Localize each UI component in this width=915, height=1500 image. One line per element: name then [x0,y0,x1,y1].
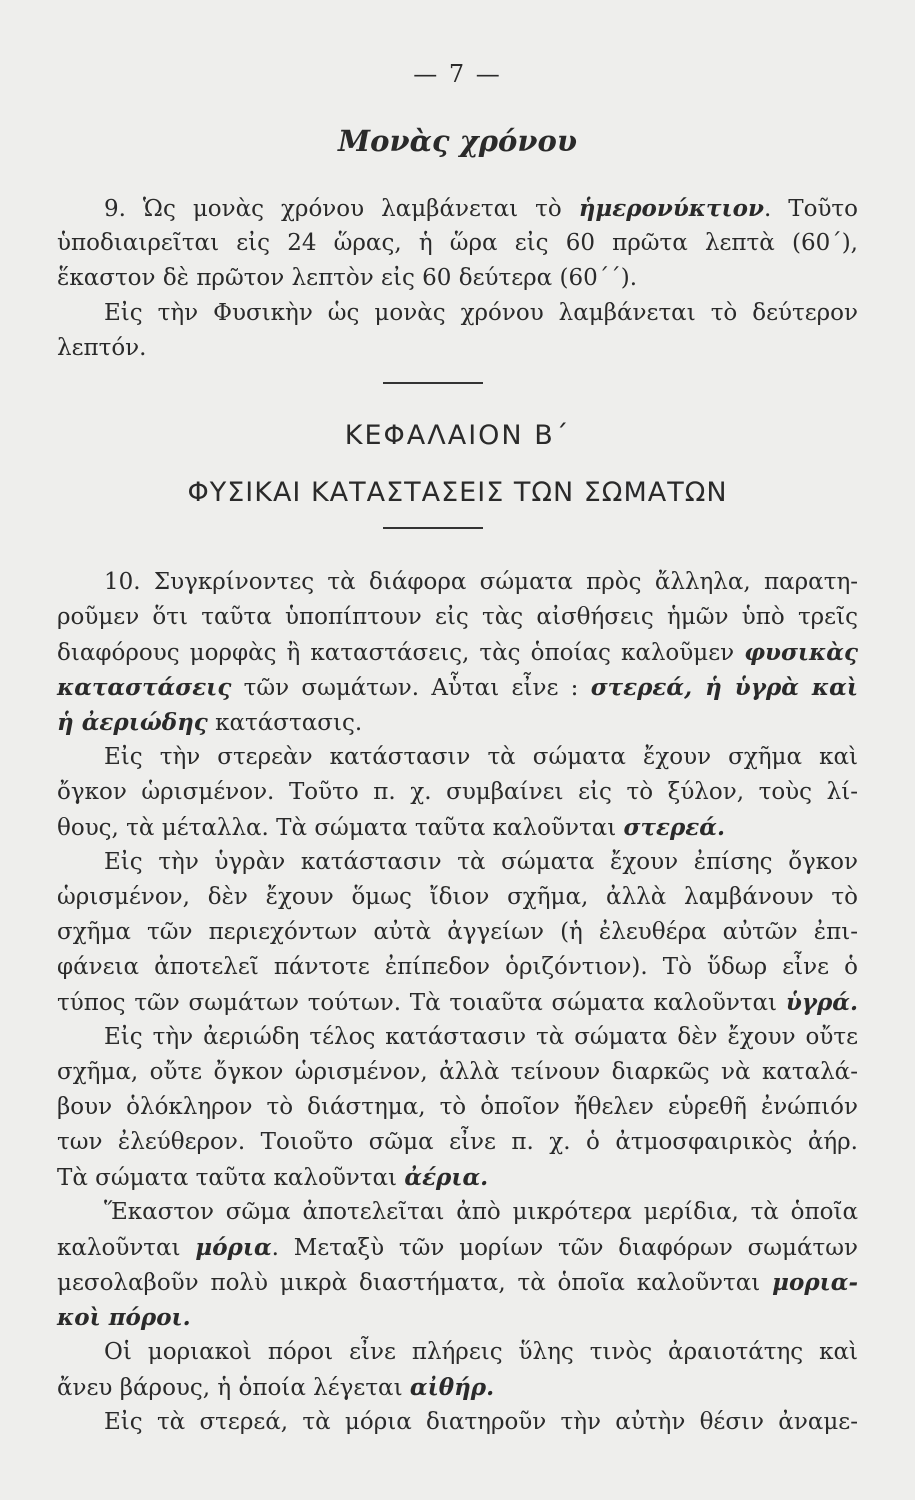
text-run: . Τοῦτο [763,196,858,222]
paragraph-line [57,705,858,741]
paragraph-line: κοὶ πόροι. [57,1304,191,1331]
emphasis-term: στερεά, ἡ ὑγρὰ καὶ [590,674,858,701]
paragraph-line: ροῦμεν ὅτι ταῦτα ὑποπίπτουν εἰς τὰς αἰσθήσεις ἡμῶν ὑπὸ τρεῖς [57,604,858,630]
section-title: Μονὰς χρόνου [338,124,577,158]
paragraph-line: σχῆμα, οὔτε ὄγκον ὡρισμένον, ἀλλὰ τείνουν διαρκῶς νὰ καταλά- [57,1059,858,1085]
paragraph-line: Ἕκαστον σῶμα ἀποτελεῖται ἀπὸ μικρότερα μερίδια, τὰ ὁποῖα [104,1199,858,1225]
paragraph-line: ἕκαστον δὲ πρῶτον λεπτὸν εἰς 60 δεύτερα (60΄΄). [57,265,638,291]
paragraph-line: των ἐλεύθερον. Τοιοῦτο σῶμα εἶνε π. χ. ὁ ἀτμοσφαιρικὸς ἀήρ. [57,1129,858,1155]
chapter-title: ΦΥΣΙΚΑΙ ΚΑΤΑΣΤΑΣΕΙΣ ΤΩΝ ΣΩΜΑΤΩΝ [187,477,728,508]
emphasis-term: ὑγρά. [785,989,858,1016]
separator-rule [383,382,483,384]
text-run: κατάστασις. [207,710,363,736]
paragraph-line: ὡρισμένον, δὲν ἔχουν ὅμως ἴδιον σχῆμα, ἀλλὰ λαμβάνουν τὸ [57,884,858,910]
paragraph-line [57,1160,858,1196]
paragraph-line: φάνεια ἀποτελεῖ πάντοτε ἐπίπεδον ὁριζόντιον). Τὸ ὕδωρ εἶνε ὁ [57,954,858,980]
paragraph-line: βουν ὁλόκληρον τὸ διάστημα, τὸ ὁποῖον ἤθελεν εὑρεθῆ ἐνώπιόν [57,1094,858,1120]
paragraph-line [57,985,858,1021]
chapter-label: ΚΕΦΑΛΑΙΟΝ Β΄ [344,420,571,451]
text-run: τύπος τῶν σωμάτων τούτων. Τὰ τοιαῦτα σώματα καλοῦνται [57,990,786,1016]
emphasis-term: μορια- [772,1269,858,1296]
separator-rule [383,527,483,529]
text-run: Τὰ σώματα ταῦτα καλοῦνται [57,1165,405,1191]
text-run: θους, τὰ μέταλλα. Τὰ σώματα ταῦτα καλοῦνται [57,815,624,841]
paragraph-line: ὄγκον ὡρισμένον. Τοῦτο π. χ. συμβαίνει εἰς τὸ ξύλον, τοὺς λί- [57,779,858,805]
paragraph-line: Εἰς τὴν στερεὰν κατάστασιν τὰ σώματα ἔχουν σχῆμα καὶ [104,744,858,770]
text-run: 9. Ὡς μονὰς χρόνου λαμβάνεται τὸ [104,196,579,222]
paragraph-line: σχῆμα τῶν περιεχόντων αὐτὰ ἀγγείων (ἡ ἐλευθέρα αὐτῶν ἐπι- [57,919,858,945]
emphasis-term: ἀέρια. [404,1164,489,1191]
paragraph-line: λεπτόν. [57,335,147,361]
paragraph-line [57,1265,858,1301]
text-run: τῶν σωμάτων. Αὗται εἶνε : [231,675,591,701]
text-run: διαφόρους μορφὰς ἢ καταστάσεις, τὰς ὁποίας καλοῦμεν [57,640,745,666]
emphasis-term: αἰθήρ. [409,1374,495,1401]
page-number: — 7 — [413,60,502,88]
paragraph-line: Εἰς τὴν ὑγρὰν κατάστασιν τὰ σώματα ἔχουν ἐπίσης ὄγκον [104,849,858,875]
paragraph-line: Εἰς τὴν Φυσικὴν ὡς μονὰς χρόνου λαμβάνεται τὸ δεύτερον [104,300,858,326]
paragraph-line: Εἰς τὴν ἀεριώδη τέλος κατάστασιν τὰ σώματα δὲν ἔχουν οὔτε [104,1024,858,1050]
paragraph-line [57,635,858,671]
text-run: μεσολαβοῦν πολὺ μικρὰ διαστήματα, τὰ ὁποῖα καλοῦνται [57,1270,773,1296]
paragraph-line [57,1370,858,1406]
text-run: καλοῦνται [57,1235,196,1261]
paragraph-line: ὑποδιαιρεῖται εἰς 24 ὥρας, ἡ ὥρα εἰς 60 πρῶτα λεπτὰ (60΄), [57,230,858,256]
paragraph-line: Οἱ μοριακοὶ πόροι εἶνε πλήρεις ὕλης τινὸς ἀραιοτάτης καὶ [104,1339,858,1365]
emphasis-term: ἡμερονύκτιον [578,195,764,222]
paragraph-line: Εἰς τὰ στερεά, τὰ μόρια διατηροῦν τὴν αὐτὴν θέσιν ἀναμε- [104,1409,858,1435]
emphasis-term: φυσικὰς [744,639,858,666]
paragraph-line [57,670,858,706]
paragraph-line [57,1230,858,1266]
paragraph-line [57,810,858,846]
emphasis-term: μόρια [195,1234,272,1261]
paragraph-line [57,191,858,227]
paragraph-line: 10. Συγκρίνοντες τὰ διάφορα σώματα πρὸς ἄλληλα, παρατη- [104,569,858,595]
text-run: . Μεταξὺ τῶν μορίων τῶν διαφόρων σωμάτων [271,1235,859,1261]
emphasis-term: στερεά. [623,814,725,841]
emphasis-term: ἡ ἀεριώδης [57,709,208,736]
emphasis-term: καταστάσεις [57,674,232,701]
text-run: ἄνευ βάρους, ἡ ὁποία λέγεται [57,1375,410,1401]
